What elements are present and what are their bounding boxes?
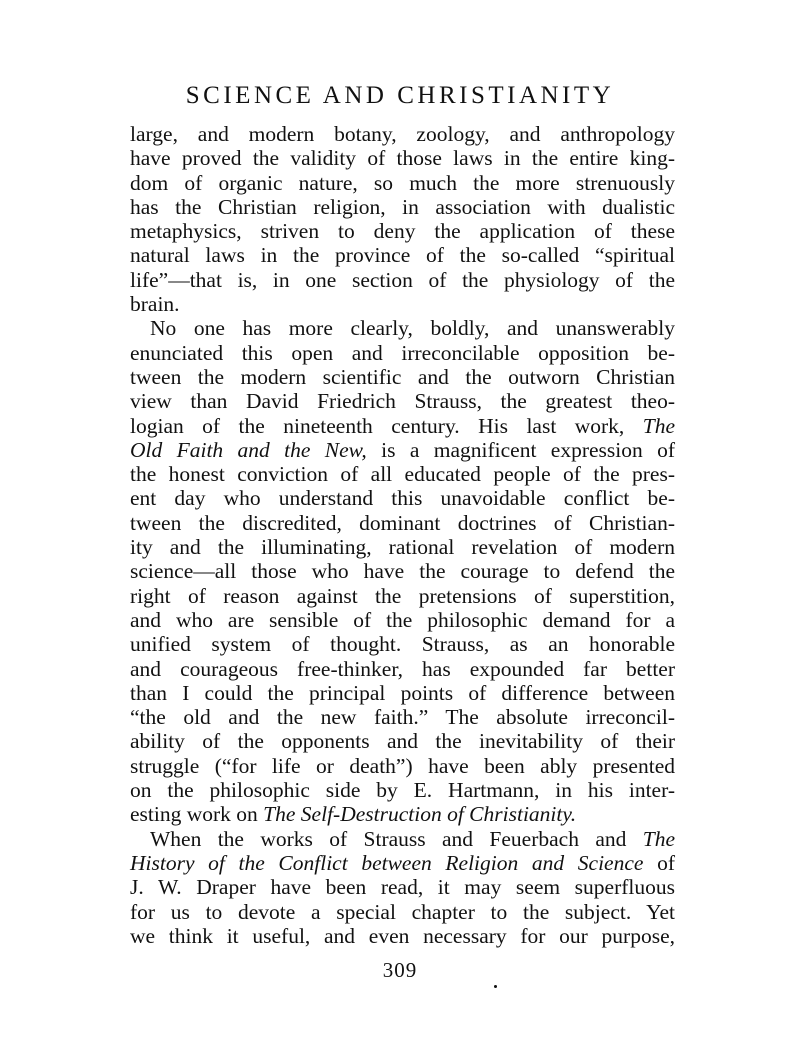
text-line (130, 851, 675, 875)
body-text (130, 122, 675, 948)
book-title-italic: The (642, 413, 676, 438)
text-line (130, 802, 675, 826)
text-line: we think it useful, and even necessary for our purpose, (130, 923, 675, 948)
book-title-italic: The Self-Destruction of Christianity. (263, 802, 577, 827)
text-line: ity and the illuminating, rational revelation of modern (130, 535, 675, 560)
book-title-italic: Old Faith and the New, (130, 437, 367, 462)
running-head: SCIENCE AND CHRISTIANITY (185, 82, 615, 109)
text-line: for us to devote a special chapter to the subject. Yet (130, 899, 675, 924)
text-segment: When the works of Strauss and Feuerbach and (150, 826, 627, 851)
text-line: tween the modern scientific and the outworn Christian (130, 364, 675, 389)
text-line: view than David Friedrich Strauss, the greatest theo- (130, 389, 675, 414)
text-line: science—all those who have the courage to defend the (130, 559, 675, 584)
print-speck (494, 985, 497, 988)
page-number: 309 (382, 958, 418, 982)
text-line: ability of the opponents and the inevitability of their (130, 729, 675, 754)
text-line: large, and modern botany, zoology, and anthropology (130, 122, 675, 146)
text-line: life”—that is, in one section of the physiology of the (130, 267, 675, 292)
text-line: dom of organic nature, so much the more strenuously (130, 170, 675, 195)
text-segment: of (657, 850, 675, 875)
text-line: right of reason against the pretensions of superstition, (130, 583, 675, 608)
text-segment: logian of the nineteenth century. His last work, (130, 413, 625, 438)
text-line: “the old and the new faith.” The absolute irreconcil- (130, 705, 675, 730)
text-line: metaphysics, striven to deny the application of these (130, 219, 675, 244)
text-line: have proved the validity of those laws in the entire king- (130, 146, 675, 171)
text-line: tween the discredited, dominant doctrines of Christian- (130, 510, 675, 535)
text-line (130, 438, 675, 462)
text-line: and who are sensible of the philosophic demand for a (130, 607, 675, 632)
text-line: J. W. Draper have been read, it may seem superfluous (130, 875, 675, 900)
text-line: the honest conviction of all educated people of the pres- (130, 462, 675, 487)
text-line (130, 414, 675, 438)
text-segment: esting work on (130, 802, 258, 827)
text-line: on the philosophic side by E. Hartmann, in his inter- (130, 778, 675, 803)
text-line: struggle (“for life or death”) have been ably presented (130, 753, 675, 778)
text-line: than I could the principal points of difference between (130, 680, 675, 705)
book-title-italic: The (642, 826, 675, 851)
text-line: enunciated this open and irreconcilable opposition be- (130, 340, 675, 365)
text-line: ent day who understand this unavoidable conflict be- (130, 486, 675, 511)
text-segment: is a magnificent expression of (381, 437, 675, 462)
text-line: and courageous free-thinker, has expounded far better (130, 656, 675, 681)
text-line: No one has more clearly, boldly, and unanswerably (150, 316, 675, 341)
text-line: natural laws in the province of the so-called “spiritual (130, 243, 675, 268)
book-title-italic: History of the Conflict between Religion and Science (130, 850, 644, 875)
text-line (130, 827, 675, 851)
text-line: has the Christian religion, in association with dualistic (130, 194, 675, 219)
text-line: brain. (130, 292, 180, 317)
text-line: unified system of thought. Strauss, as an honorable (130, 632, 675, 657)
